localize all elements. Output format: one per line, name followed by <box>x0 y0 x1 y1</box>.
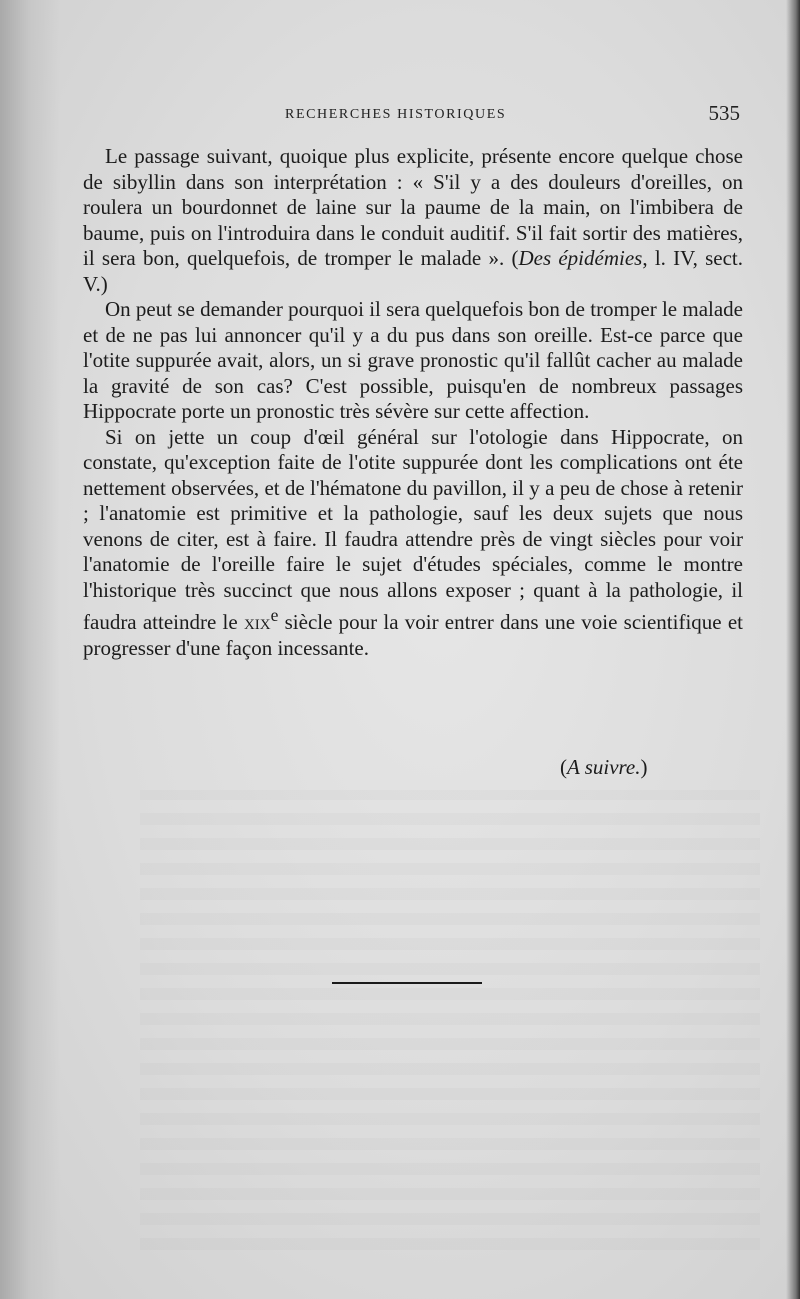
binding-shadow <box>0 0 60 1299</box>
citation-title: Des épidémies <box>518 246 643 270</box>
running-head: RECHERCHES HISTORIQUES <box>285 107 507 122</box>
to-be-continued <box>560 755 648 780</box>
end-rule <box>332 982 482 984</box>
citation-reference: , l. IV, sect. V.) <box>83 246 743 296</box>
paragraph-3-text: Si on jette un coup d'œil général sur l'otologie dans Hippocrate, on constate, qu'exception faite de l'otite suppurée dont les complications ont éte nettement observées, et de l'hématone du pavillon, il y a peu de chose à retenir ; l'anatomie est primitive et la pathologie, sauf les deux sujets que nous venons de citer, est à faire. Il faudra attendre près de vingt siècles pour voir l'anatomie de l'oreille faire le sujet d'études spéciales, comme le montre l'historique très succinct que nous allons exposer ; quant à la pathologie, il faudra atteindre le <box>83 424 743 634</box>
page-edge-shadow <box>786 0 800 1299</box>
page-number: 535 <box>708 101 740 125</box>
page-header <box>285 103 740 127</box>
paragraph-1 <box>83 144 743 297</box>
paragraph-3-end: siècle pour la voir entrer dans une voie scientifique et progresser d'une façon incessante. <box>83 610 743 660</box>
paragraph-1-text: Le passage suivant, quoique plus explicite, présente encore quelque chose de sibyllin dans son interprétation : « S'il y a des douleurs d'oreilles, on roulera un bourdonnet de laine sur la paume de la main, on l'imbibera de baume, puis on l'introduira dans le conduit auditif. S'il fait sortir des matières, il sera bon, quelquefois, de tromper le malade ». ( <box>83 144 743 270</box>
paragraph-3 <box>83 425 743 662</box>
to-be-continued-text: A suivre. <box>567 755 641 779</box>
paren-close: ) <box>640 755 648 779</box>
paren-open: ( <box>560 755 567 779</box>
paragraph-2: On peut se demander pourquoi il sera quelquefois bon de tromper le malade et de ne pas lui annoncer qu'il y a du pus dans son oreille. Est-ce parce que l'otite suppurée avait, alors, un si grave pronostic qu'il fallût cacher au malade la gravité de son cas? C'est possible, puisqu'en de nombreux passages Hippocrate porte un pronostic très sévère sur cette affection. <box>83 297 743 423</box>
century-numeral: xix <box>243 610 271 634</box>
body-text <box>83 144 743 661</box>
century-superscript: e <box>270 605 279 625</box>
show-through-texture <box>140 790 760 1250</box>
